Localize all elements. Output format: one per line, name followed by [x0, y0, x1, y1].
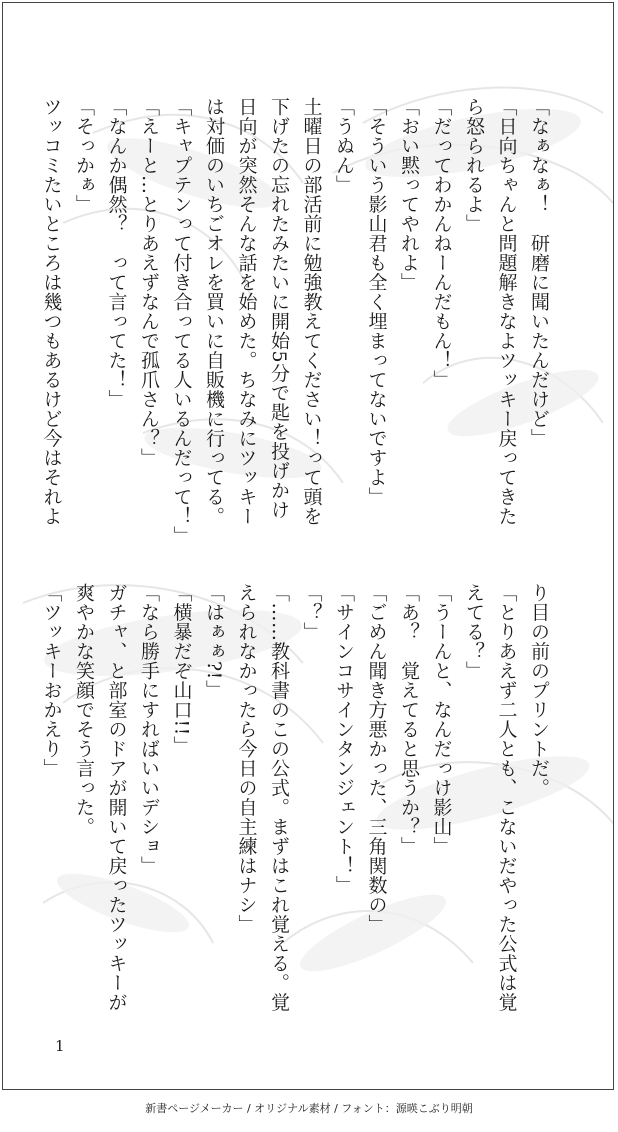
text-line: 日向が突然そんな話を始めた。ちなみにツッキー	[235, 97, 258, 526]
text-line: は対価のいちごオレを買いに自販機に行ってる。	[203, 97, 225, 526]
text-line: えてる？」	[463, 583, 485, 681]
text-line: 「はぁぁ?!」	[203, 583, 225, 700]
text-line: 「とりあえず二人とも、こないだやった公式は覚	[495, 583, 518, 1012]
text-line: 「なんか偶然？ って言ってた！」	[105, 97, 128, 409]
text-line: 「あ？ 覚えてると思うか？」	[398, 583, 420, 856]
text-line: 「ツッキーおかえり」	[40, 583, 63, 778]
text-line: 「……教科書のこの公式。まずはこれ覚える。覚	[268, 583, 290, 1012]
text-line: ツッコミたいところは幾つもあるけど今はそれよ	[40, 97, 63, 526]
page-number: 1	[55, 1037, 65, 1055]
text-line: 「えーと…とりあえずなんで孤爪さん？」	[138, 97, 160, 468]
text-line: 「ごめん聞き方悪かった、三角関数の」	[365, 583, 388, 934]
text-block-top	[35, 97, 555, 546]
text-line: り目の前のプリントだ。	[528, 583, 550, 798]
text-line: 下げたの忘れたみたいに開始5分で匙を投げかけ	[268, 97, 290, 520]
text-line: 「そっかぁ」	[73, 97, 95, 214]
text-line: 「横暴だぞ山口!!」	[170, 583, 193, 756]
text-line: 「日向ちゃんと問題解きなよツッキー戻ってきた	[495, 97, 518, 526]
text-line: 「だってわかんねーんだもん！」	[430, 97, 453, 390]
text-line: 「おい黙ってやれよ」	[398, 97, 420, 292]
text-line: 爽やかな笑顔でそう言った。	[73, 583, 95, 837]
text-line: 「サインコサインタンジェント！」	[333, 583, 355, 895]
text-line: 「キャプテンって付き合ってる人いるんだって！」	[170, 97, 193, 546]
text-line: ガチャ、と部室のドアが開いて戻ったツッキーが	[105, 583, 128, 1012]
footer-credit: 新書ページメーカー / オリジナル素材 / フォント：源暎こぶり明朝	[145, 1102, 473, 1115]
text-block-bottom	[35, 583, 555, 1023]
text-line: 「なぁなぁ！ 研磨に聞いたんだけど」	[528, 97, 550, 448]
text-line: えられなかったら今日の自主練はナシ」	[235, 583, 258, 934]
text-line: ら怒られるよ」	[463, 97, 485, 234]
text-line: 「うぬん」	[333, 97, 355, 195]
text-line: 「なら勝手にすればいいデショ」	[138, 583, 160, 876]
text-line: 土曜日の部活前に勉強教えてください！って頭を	[300, 97, 323, 526]
text-line: 「うーんと、なんだっけ影山」	[430, 583, 453, 856]
page	[2, 2, 614, 1090]
text-line: 「？」	[300, 583, 323, 642]
text-line: 「そういう影山君も全く埋まってないですよ」	[365, 97, 388, 507]
